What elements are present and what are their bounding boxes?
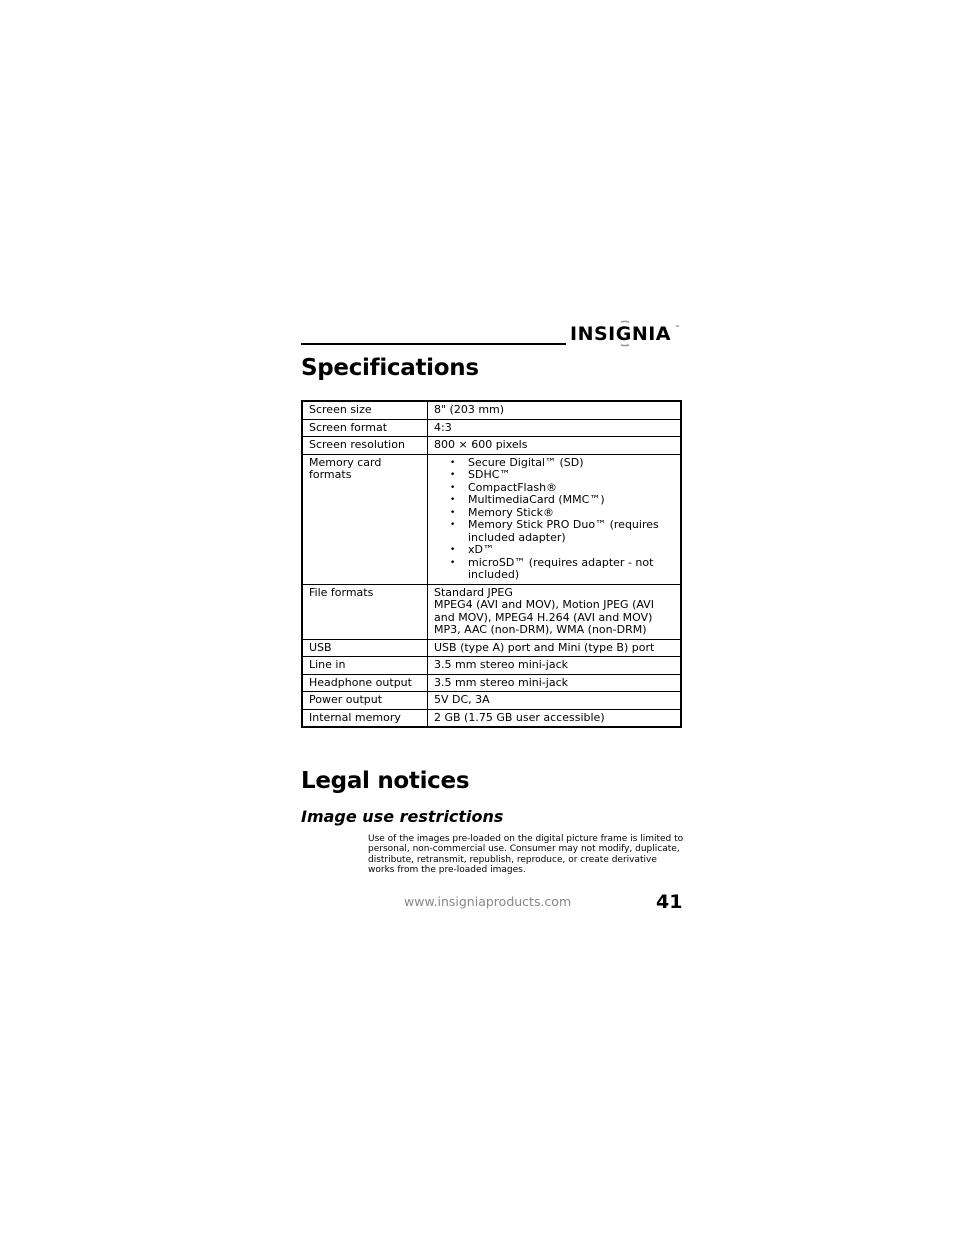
spec-value: 800 × 600 pixels <box>428 437 682 455</box>
header-rule <box>301 343 566 345</box>
table-row <box>302 584 681 639</box>
spec-label: USB <box>302 639 428 657</box>
spec-label: File formats <box>302 584 428 639</box>
table-row <box>302 437 681 455</box>
specifications-title: Specifications <box>301 355 479 381</box>
logo-arc-bottom <box>621 345 629 346</box>
spec-label: Memory card formats <box>302 454 428 584</box>
image-use-text: Use of the images pre-loaded on the digital picture frame is limited to personal, non-commercial use. Consumer may not modify, duplicate, distribute, retransmit, republish, reproduce, or create derivative works from the pre-loaded images. <box>368 834 684 875</box>
spec-label: Screen format <box>302 419 428 437</box>
spec-label: Power output <box>302 692 428 710</box>
file-format-line: MP3, AAC (non-DRM), WMA (non-DRM) <box>434 623 647 636</box>
list-item: • Memory Stick® <box>434 507 674 520</box>
file-format-line: MPEG4 (AVI and MOV), Motion JPEG (AVI and MOV), MPEG4 H.264 (AVI and MOV) <box>434 598 654 624</box>
list-item: • Secure Digital™ (SD) <box>434 457 674 470</box>
list-item: • MultimediaCard (MMC™) <box>434 494 674 507</box>
spec-value: USB (type A) port and Mini (type B) port <box>428 639 682 657</box>
logo-trademark: ™ <box>675 325 680 331</box>
logo-arc-top <box>621 321 629 322</box>
table-row <box>302 639 681 657</box>
list-item: • CompactFlash® <box>434 482 674 495</box>
list-item: • xD™ <box>434 544 674 557</box>
table-row <box>302 709 681 727</box>
memory-card-list <box>434 457 674 582</box>
logo-wordmark: INSIGNIA <box>570 323 671 345</box>
specifications-table <box>301 400 682 728</box>
spec-value <box>428 584 682 639</box>
legal-notices-title: Legal notices <box>301 768 470 794</box>
table-row <box>302 657 681 675</box>
spec-value <box>428 454 682 584</box>
file-format-line: Standard JPEG <box>434 585 513 599</box>
spec-value: 3.5 mm stereo mini-jack <box>428 674 682 692</box>
spec-label: Internal memory <box>302 709 428 727</box>
spec-value: 8" (203 mm) <box>428 401 682 419</box>
table-row <box>302 454 681 584</box>
list-item: • SDHC™ <box>434 469 674 482</box>
footer-url: www.insigniaproducts.com <box>404 894 572 909</box>
image-use-title: Image use restrictions <box>301 807 504 826</box>
list-item: • Memory Stick PRO Duo™ (requires included adapter) <box>434 519 674 544</box>
table-row <box>302 401 681 419</box>
spec-value: 4:3 <box>428 419 682 437</box>
spec-label: Line in <box>302 657 428 675</box>
page-number: 41 <box>656 891 683 913</box>
list-item: • microSD™ (requires adapter - not included) <box>434 557 674 582</box>
spec-value: 5V DC, 3A <box>428 692 682 710</box>
table-row <box>302 674 681 692</box>
table-row <box>302 419 681 437</box>
spec-label: Screen resolution <box>302 437 428 455</box>
spec-label: Screen size <box>302 401 428 419</box>
table-row <box>302 692 681 710</box>
insignia-logo <box>569 318 681 348</box>
spec-value: 3.5 mm stereo mini-jack <box>428 657 682 675</box>
spec-label: Headphone output <box>302 674 428 692</box>
spec-value: 2 GB (1.75 GB user accessible) <box>428 709 682 727</box>
